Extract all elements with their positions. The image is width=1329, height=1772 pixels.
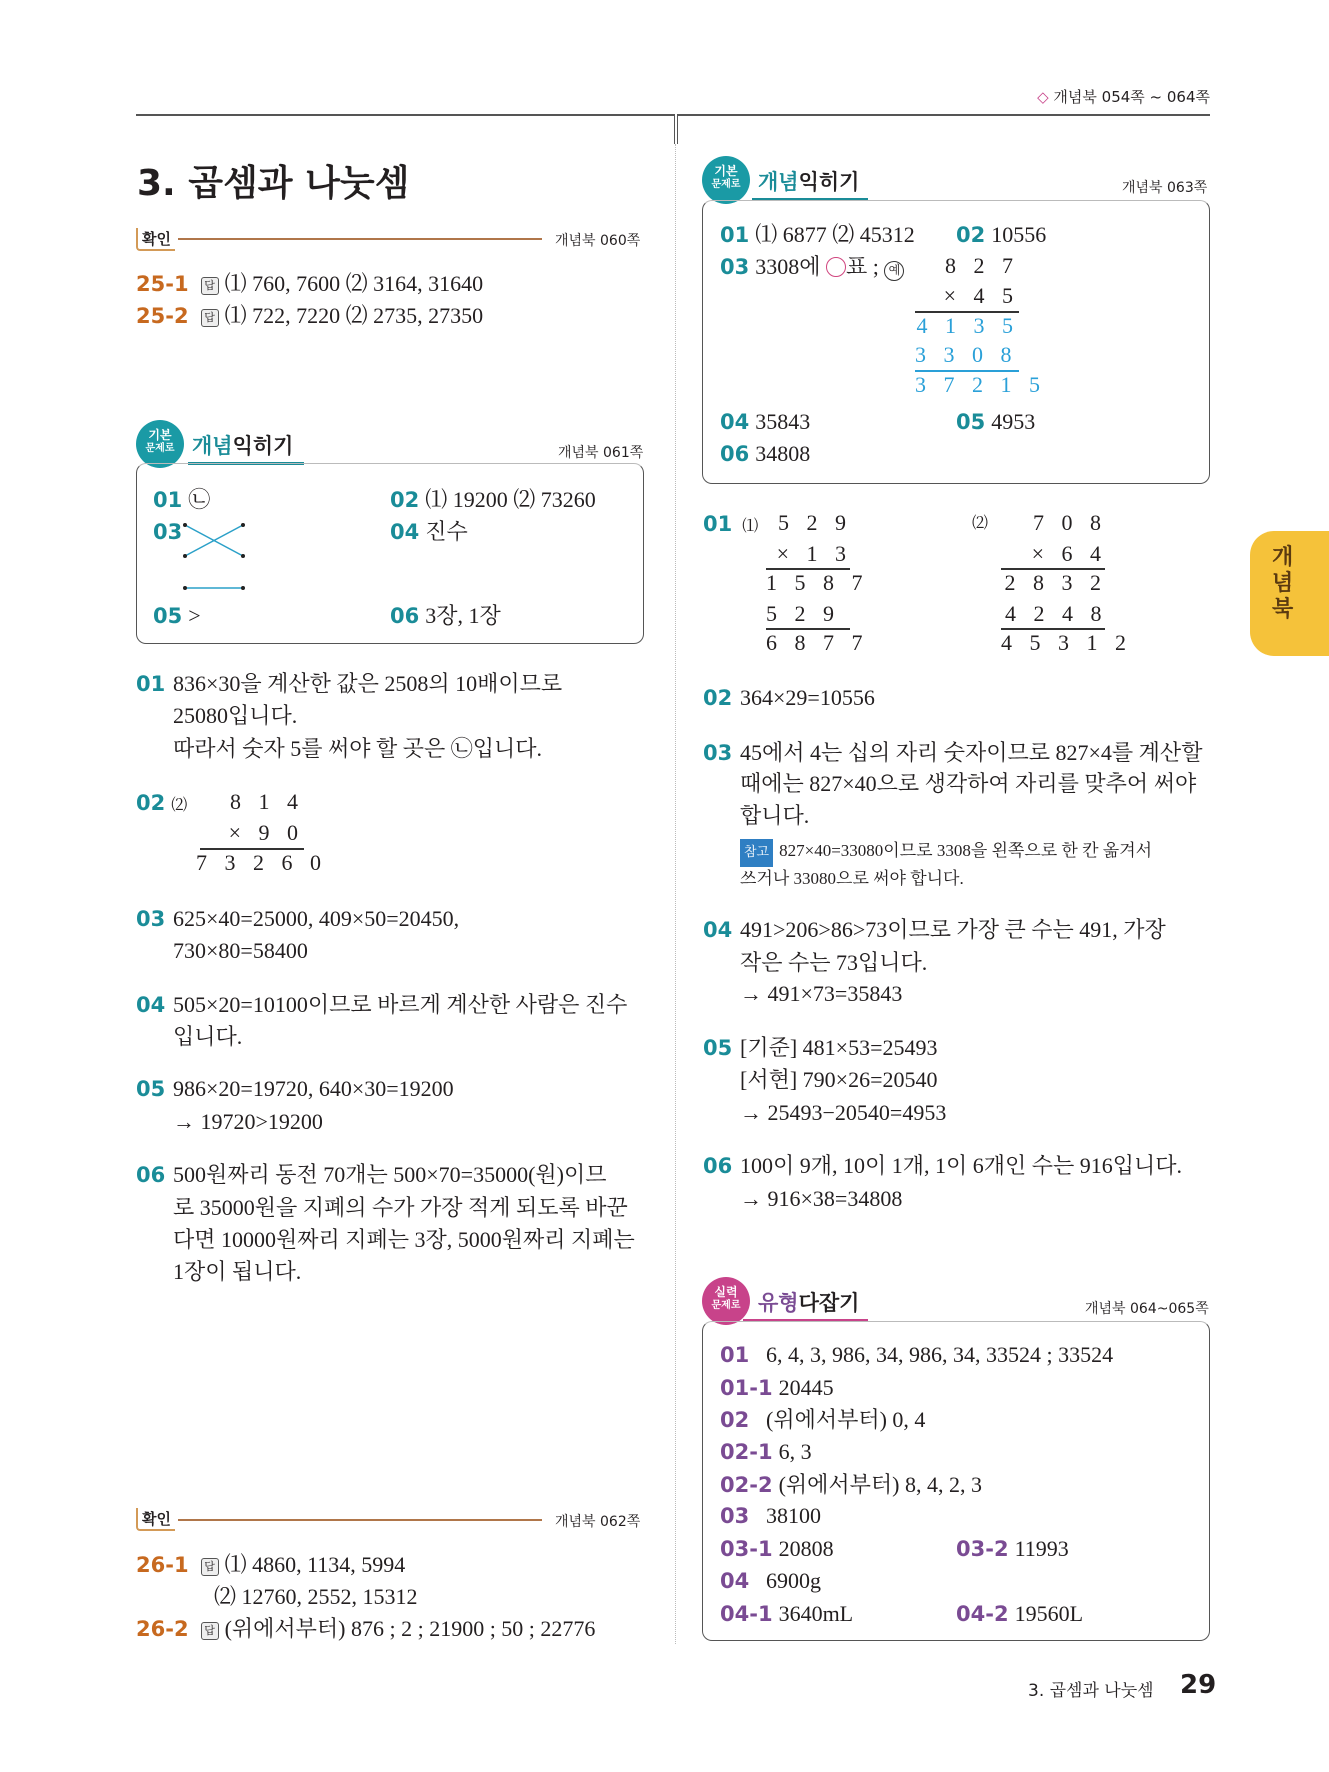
answer-text: ⑴ 6877 ⑵ 45312 <box>755 222 915 247</box>
advanced-badge <box>702 1277 750 1325</box>
answer-text: 19560L <box>1014 1601 1084 1626</box>
item-number: 04 <box>136 993 166 1017</box>
expl-line: 625×40=25000, 409×50=20450, <box>173 906 460 931</box>
answer-26-2 <box>136 1615 595 1643</box>
answer-text: ⑴ 722, 7220 ⑵ 2735, 27350 <box>224 303 484 328</box>
mul-row: 5 2 9 <box>766 601 840 626</box>
answer-text: 3장, 1장 <box>425 603 501 628</box>
answer-text: (위에서부터) 0, 4 <box>766 1407 926 1432</box>
mul-row: 2 8 3 2 <box>1004 570 1107 595</box>
expl-line: 다면 10000원짜리 지폐는 3장, 5000원짜리 지폐는 <box>173 1227 635 1252</box>
note-badge: 참고 <box>740 839 773 867</box>
check-ref: 개념북 062쪽 <box>555 1514 641 1530</box>
answer-text: 20445 <box>778 1375 834 1400</box>
check-line <box>178 238 542 240</box>
mul-row: × 9 0 <box>228 820 304 845</box>
item-number: 02 <box>703 686 733 710</box>
item-number: 06 <box>136 1163 166 1187</box>
item-number: 03-2 <box>956 1537 1009 1561</box>
answer-text: 34808 <box>755 441 811 466</box>
expl-line: 따라서 숫자 5를 써야 할 곳은 ㉡입니다. <box>173 736 543 761</box>
basic-badge <box>136 420 184 468</box>
badge-top: 실력 <box>714 1285 738 1299</box>
item-number: 03 <box>720 255 750 279</box>
item-number: 26-2 <box>136 1617 189 1641</box>
sub-number: ⑵ <box>171 797 188 814</box>
answer-mark-icon: 답 <box>201 309 219 327</box>
answer-text: ⑴ 760, 7600 ⑵ 3164, 31640 <box>224 271 484 296</box>
item-number: 04-1 <box>720 1602 773 1626</box>
basic-badge <box>702 156 750 204</box>
title-b: 다잡기 <box>798 1291 860 1315</box>
item-number: 02 <box>390 488 420 512</box>
answer-25-2 <box>136 302 483 330</box>
expl-line: → 491×73=35843 <box>740 981 903 1006</box>
answer-text: 표 ; <box>846 254 879 279</box>
expl-line: 25080입니다. <box>173 703 298 728</box>
answer-mark-icon: 답 <box>201 1622 219 1640</box>
item-number: 04 <box>720 410 750 434</box>
expl-line: 입니다. <box>173 1024 243 1049</box>
sub-number: ⑵ <box>972 515 989 532</box>
item-number: 04 <box>390 520 420 544</box>
answer-text: ⑴ 4860, 1134, 5994 <box>224 1552 406 1577</box>
badge-bottom: 문제로 <box>711 1300 741 1311</box>
page-number: 29 <box>1180 1670 1217 1700</box>
item-number: 05 <box>153 604 183 628</box>
badge-bottom: 문제로 <box>145 443 175 454</box>
item-number: 01 <box>720 1343 750 1367</box>
badge-top: 기본 <box>148 428 172 442</box>
answer-text: ⑵ 12760, 2552, 15312 <box>214 1584 418 1609</box>
item-number: 26-1 <box>136 1553 189 1577</box>
item-number: 02 <box>956 223 986 247</box>
item-number: 06 <box>390 604 420 628</box>
check-line <box>178 1519 542 1521</box>
item-number: 03 <box>136 907 166 931</box>
answer-text: 3640mL <box>778 1601 854 1626</box>
expl-line: 505×20=10100이므로 바르게 계산한 사람은 진수 <box>173 992 628 1017</box>
section-ref: 개념북 064~065쪽 <box>1085 1301 1209 1317</box>
item-number: 05 <box>956 410 986 434</box>
item-number: 01 <box>136 672 166 696</box>
expl-line: 1장이 됩니다. <box>173 1259 302 1284</box>
note-line: 쓰거나 33080으로 써야 합니다. <box>740 869 964 888</box>
answer-mark-icon: 답 <box>201 277 219 295</box>
badge-bottom: 문제로 <box>711 179 741 190</box>
answer-text: 6, 4, 3, 986, 34, 986, 34, 33524 ; 33524 <box>766 1342 1114 1367</box>
item-number: 04 <box>720 1569 750 1593</box>
item-number: 03 <box>703 741 733 765</box>
check-label: 확인 <box>136 1508 175 1531</box>
item-number: 02-1 <box>720 1440 773 1464</box>
answer-text: 6, 3 <box>778 1439 812 1464</box>
answer-text: 11993 <box>1014 1536 1069 1561</box>
item-number: 01 <box>153 488 183 512</box>
title-b: 익히기 <box>798 170 860 194</box>
page-range-text: 개념북 054쪽 ~ 064쪽 <box>1053 88 1210 106</box>
mul-row: 4 5 3 1 2 <box>1001 630 1132 655</box>
mul-row: × 4 5 <box>943 283 1019 308</box>
expl-line: → 19720>19200 <box>173 1109 323 1134</box>
item-number: 05 <box>136 1077 166 1101</box>
spine-mark <box>674 114 678 144</box>
answer-text: 35843 <box>755 409 811 434</box>
answer-mark-icon: 답 <box>201 1558 219 1576</box>
diamond-icon: ◇ <box>1037 88 1049 106</box>
note-line: 827×40=33080이므로 3308을 왼쪽으로 한 칸 옮겨서 <box>779 841 1153 860</box>
item-number: 25-2 <box>136 304 189 328</box>
item-number: 02-2 <box>720 1473 773 1497</box>
answer-text: (위에서부터) 8, 4, 2, 3 <box>778 1472 982 1497</box>
section-ref: 개념북 063쪽 <box>1122 180 1208 196</box>
check-ref: 개념북 060쪽 <box>555 233 641 249</box>
answer-text: 10556 <box>991 222 1047 247</box>
mul-row: × 1 3 <box>776 541 852 566</box>
expl-line: → 25493−20540=4953 <box>740 1100 947 1125</box>
section-title <box>758 166 859 196</box>
column-divider <box>675 144 676 1644</box>
answer-text: 6900g <box>766 1568 821 1593</box>
expl-line: → 916×38=34808 <box>740 1186 903 1211</box>
answer-text: 20808 <box>778 1536 834 1561</box>
item-number: 01 <box>720 223 750 247</box>
item-number: 03 <box>153 520 183 544</box>
mul-row: 6 8 7 7 <box>766 630 869 655</box>
expl-line: 730×80=58400 <box>173 938 308 963</box>
title-a: 개념 <box>192 434 233 458</box>
section-ref: 개념북 061쪽 <box>558 445 644 461</box>
mul-row: 5 2 9 <box>778 510 852 535</box>
expl-line: 때에는 827×40으로 생각하여 자리를 맞추어 써야 <box>740 771 1197 796</box>
section-title <box>758 1287 859 1317</box>
item-number: 06 <box>720 442 750 466</box>
matching-lines <box>180 518 250 594</box>
example-mark: 예 <box>884 261 904 281</box>
check-label: 확인 <box>136 228 175 251</box>
expl-line: 45에서 4는 십의 자리 숫자이므로 827×4를 계산할 <box>740 740 1203 765</box>
mul-row: 4 2 4 8 <box>1005 601 1108 626</box>
title-b: 익히기 <box>232 434 294 458</box>
answer-text: 진수 <box>425 519 468 544</box>
mul-row: 1 5 8 7 <box>766 570 869 595</box>
item-number: 04-2 <box>956 1602 1009 1626</box>
answer-text: 4953 <box>991 409 1036 434</box>
expl-line: 작은 수는 73입니다. <box>740 950 928 975</box>
footer-chapter: 3. 곱셈과 나눗셈 <box>1028 1681 1154 1701</box>
expl-line: 합니다. <box>740 803 810 828</box>
answer-text: 38100 <box>766 1503 821 1528</box>
answer-text: ㉡ <box>188 487 211 512</box>
expl-line: 500원짜리 동전 70개는 500×70=35000(원)이므 <box>173 1162 607 1187</box>
answer-text: (위에서부터) 876 ; 2 ; 21900 ; 50 ; 22776 <box>224 1616 596 1641</box>
item-number: 06 <box>703 1154 733 1178</box>
item-number: 25-1 <box>136 272 189 296</box>
mul-row: 4 1 3 5 <box>916 313 1019 338</box>
expl-line: [기준] 481×53=25493 <box>740 1035 938 1060</box>
mul-row: 7 3 2 6 0 <box>196 850 327 875</box>
mul-row: 3 7 2 1 5 <box>915 372 1046 397</box>
title-a: 유형 <box>758 1291 799 1315</box>
mul-row: 3 3 0 8 <box>915 342 1018 367</box>
expl-line: 100이 9개, 10이 1개, 1이 6개인 수는 916입니다. <box>740 1153 1183 1178</box>
answer-text: > <box>188 603 201 628</box>
section-title <box>192 430 293 460</box>
mul-row: × 6 4 <box>1031 541 1107 566</box>
title-a: 개념 <box>758 170 799 194</box>
item-number: 01 <box>703 512 733 536</box>
page-range <box>1037 86 1210 107</box>
chapter-title: 3. 곱셈과 나눗셈 <box>137 163 410 204</box>
mul-row: 8 1 4 <box>230 789 304 814</box>
expl-line: 986×20=19720, 640×30=19200 <box>173 1076 454 1101</box>
answer-text: 3308에 <box>755 254 821 279</box>
answer-25-1 <box>136 270 483 298</box>
expl-line: 로 35000원을 지폐의 수가 가장 적게 되도록 바꾼 <box>173 1195 628 1220</box>
expl-line: 491>206>86>73이므로 가장 큰 수는 491, 가장 <box>740 917 1166 942</box>
expl-line: 836×30을 계산한 값은 2508의 10배이므로 <box>173 671 563 696</box>
header-rule-right <box>677 114 1210 116</box>
side-tab-concept-book[interactable]: 개념북 <box>1250 531 1329 656</box>
expl-line: [서현] 790×26=20540 <box>740 1067 938 1092</box>
item-number: 04 <box>703 918 733 942</box>
item-number: 03 <box>720 1504 750 1528</box>
answer-text: ⑴ 19200 ⑵ 73260 <box>425 487 596 512</box>
mul-row: 8 2 7 <box>945 253 1019 278</box>
item-number: 02 <box>136 791 166 815</box>
circle-mark-icon <box>826 257 846 277</box>
item-number: 03-1 <box>720 1537 773 1561</box>
sub-number: ⑴ <box>742 518 759 535</box>
mul-row: 7 0 8 <box>1033 510 1107 535</box>
item-number: 05 <box>703 1036 733 1060</box>
badge-top: 기본 <box>714 164 738 178</box>
item-number: 02 <box>720 1408 750 1432</box>
expl-line: 364×29=10556 <box>740 685 875 710</box>
item-number: 01-1 <box>720 1376 773 1400</box>
header-rule-left <box>136 114 674 116</box>
answer-26-1 <box>136 1551 405 1579</box>
